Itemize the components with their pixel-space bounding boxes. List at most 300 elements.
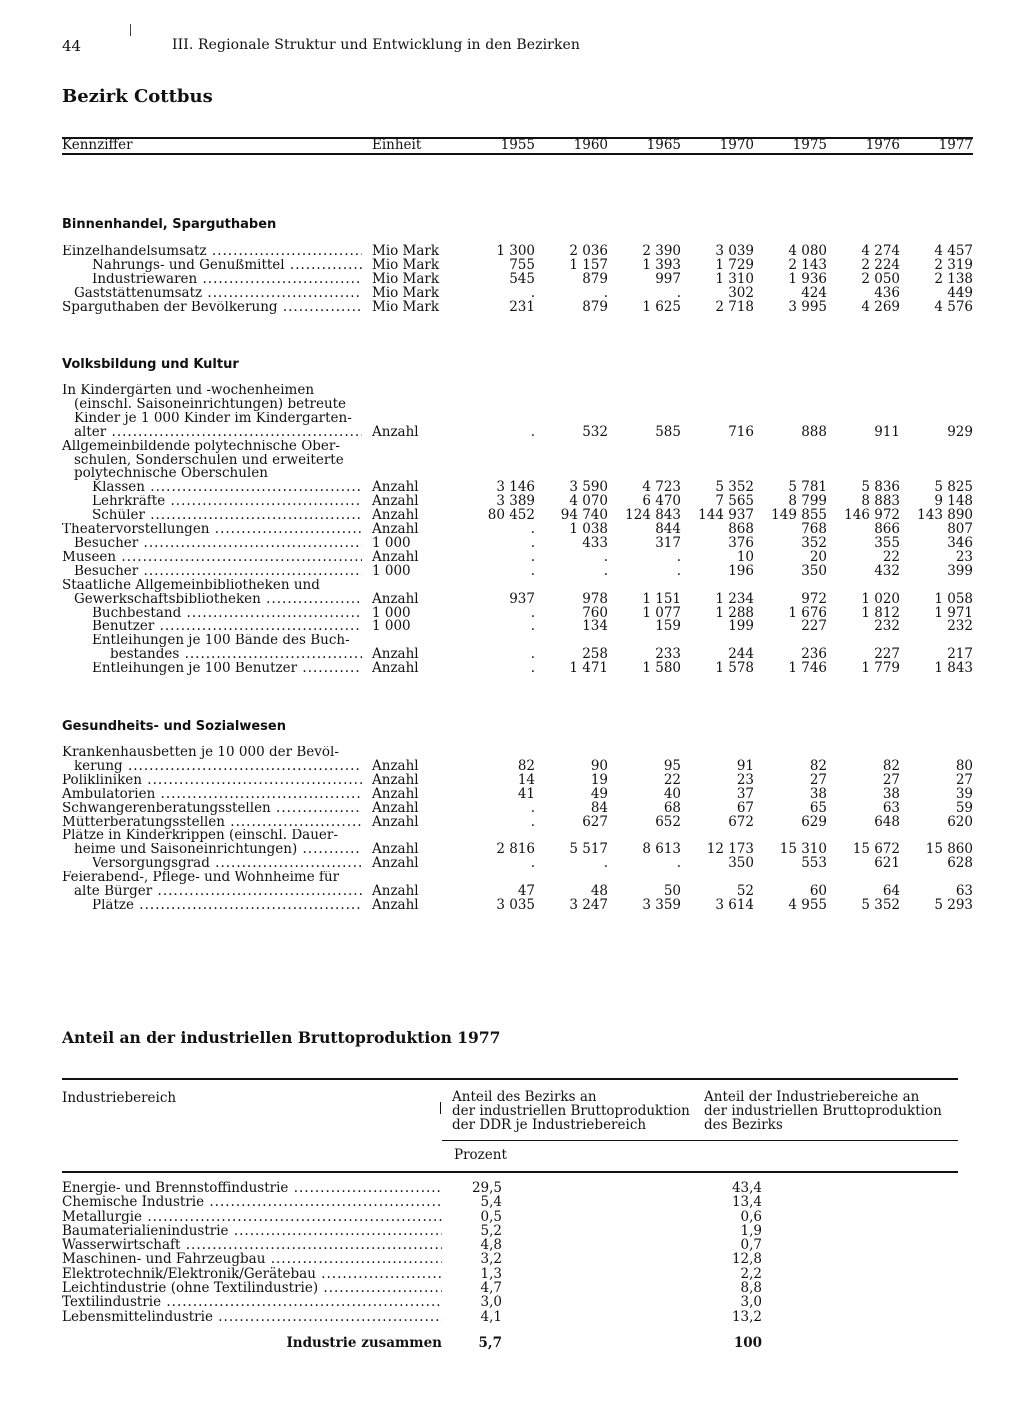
row-value: 236 (801, 646, 827, 663)
row-value: 1 843 (934, 660, 973, 677)
row-value (462, 384, 535, 398)
row-value: 929 (947, 423, 973, 440)
column-divider (440, 1102, 441, 1114)
row-value: 82 (809, 757, 827, 774)
row-label: Entleihungen je 100 Bände des Buch- (92, 634, 350, 649)
row-value: 432 (874, 562, 900, 579)
row-value: 227 (874, 646, 900, 663)
row-value: 868 (728, 521, 754, 538)
row-label: Gaststättenumsatz ..... (62, 287, 362, 301)
row-label: Staatliche Allgemeinbibliotheken und (62, 578, 320, 593)
total-row (62, 1324, 762, 1350)
row-value: 0,7 (740, 1237, 762, 1254)
header-year: 1965 (646, 137, 681, 153)
row-value (608, 454, 681, 468)
table-row (62, 551, 973, 565)
row-value: 10 (736, 548, 754, 565)
row-value: 585 (655, 423, 681, 440)
row-value: 5 517 (569, 841, 608, 858)
row-value: 5 352 (715, 479, 754, 496)
row-value: 15 860 (925, 841, 973, 858)
row-value: 350 (801, 562, 827, 579)
row-value: 1 058 (934, 590, 973, 607)
table-row (62, 662, 973, 676)
row-label: heime und Saisoneinrichtungen) ..... (62, 843, 362, 857)
row-value: . (676, 855, 681, 872)
row-value: 13,2 (731, 1308, 762, 1325)
row-label: Lehrkräfte ..... (62, 495, 362, 509)
row-value: 5 293 (934, 896, 973, 913)
row-value (535, 454, 608, 468)
row-value: 4 269 (861, 298, 900, 315)
row-unit: Anzahl (372, 548, 419, 565)
row-value: . (603, 855, 608, 872)
row-unit: Anzahl (372, 423, 419, 440)
row-value: . (676, 548, 681, 565)
row-value: 1 625 (642, 298, 681, 315)
row-label: Theatervorstellungen ..... (62, 523, 362, 537)
row-value: 1 779 (861, 660, 900, 677)
row-value: 1 157 (569, 256, 608, 273)
row-value: 27 (809, 771, 827, 788)
row-label: Versorgungsgrad ..... (62, 857, 362, 871)
row-value: 146 972 (844, 507, 900, 524)
row-value (900, 454, 973, 468)
row-label: Museen ..... (62, 551, 362, 565)
row-value: . (676, 284, 681, 301)
table-row (62, 1238, 762, 1252)
row-unit: Mio Mark (372, 270, 440, 287)
row-value: 1 151 (642, 590, 681, 607)
row-label: kerung ..... (62, 760, 362, 774)
row-value: 8 883 (861, 493, 900, 510)
row-value: 352 (801, 534, 827, 551)
row-label: Benutzer ..... (62, 620, 362, 634)
row-value: 12 173 (706, 841, 754, 858)
row-value: 67 (736, 799, 754, 816)
row-value: 2 143 (788, 256, 827, 273)
row-value: 23 (736, 771, 754, 788)
row-value: 1 288 (715, 604, 754, 621)
row-value: 159 (655, 618, 681, 635)
row-label: (einschl. Saisoneinrichtungen) betreute (74, 397, 347, 412)
row-value: 716 (728, 423, 754, 440)
row-value (681, 398, 754, 412)
table-row (62, 301, 973, 315)
row-value (827, 440, 900, 454)
row-value: 3 995 (788, 298, 827, 315)
row-value (462, 412, 535, 426)
row-value (462, 454, 535, 468)
row-label: Besucher ..... (62, 565, 362, 579)
row-value (827, 454, 900, 468)
row-label: Chemische Industrie ..... (62, 1195, 442, 1209)
table-row (62, 607, 973, 621)
table2-title: Anteil an der industriellen Bruttoproduktion 1977 (62, 1028, 501, 1047)
row-value: 2 224 (861, 256, 900, 273)
row-label: Entleihungen je 100 Benutzer ..... (62, 662, 362, 676)
row-value: 628 (947, 855, 973, 872)
row-value: . (530, 618, 535, 635)
table-row (62, 537, 973, 551)
row-label: Wasserwirtschaft ..... (62, 1238, 442, 1252)
row-value: 47 (517, 883, 535, 900)
row-value: . (530, 813, 535, 830)
row-value: 91 (736, 757, 754, 774)
row-value: 3 359 (642, 896, 681, 913)
table-row (62, 1252, 762, 1266)
row-value: 64 (882, 883, 900, 900)
row-unit: Mio Mark (372, 256, 440, 273)
section-title: Binnenhandel, Sparguthaben (62, 217, 277, 232)
row-value: 63 (955, 883, 973, 900)
row-value: . (530, 284, 535, 301)
row-value: 20 (809, 548, 827, 565)
row-value: 3 389 (496, 493, 535, 510)
row-value: 532 (582, 423, 608, 440)
row-value: 80 452 (487, 507, 535, 524)
row-value: 3 039 (715, 243, 754, 259)
table-row (62, 426, 973, 440)
row-value: 217 (947, 646, 973, 663)
row-value: 888 (801, 423, 827, 440)
row-value: 350 (728, 855, 754, 872)
row-unit: Anzahl (372, 883, 419, 900)
row-label: alte Bürger ..... (62, 885, 362, 899)
row-value: 144 937 (698, 507, 754, 524)
row-value: 0,6 (740, 1208, 762, 1225)
row-unit: Anzahl (372, 646, 419, 663)
table-row (62, 788, 973, 802)
row-value: 1 580 (642, 660, 681, 677)
row-value: 23 (955, 548, 973, 565)
row-label: schulen, Sonderschulen und erweiterte (74, 453, 344, 468)
row-value: 1 234 (715, 590, 754, 607)
row-value: 1 020 (861, 590, 900, 607)
row-value: 15 672 (852, 841, 900, 858)
row-value: 317 (655, 534, 681, 551)
row-value: 1 077 (642, 604, 681, 621)
row-value: 4,1 (480, 1308, 502, 1325)
row-value: 15 310 (779, 841, 827, 858)
header-year: 1977 (938, 137, 973, 153)
row-value: 4,8 (480, 1237, 502, 1254)
row-value (535, 398, 608, 412)
row-value: 768 (801, 521, 827, 538)
row-value: 672 (728, 813, 754, 830)
row-unit: Anzahl (372, 771, 419, 788)
row-value (535, 440, 608, 454)
row-value (754, 454, 827, 468)
row-value: 4 576 (934, 298, 973, 315)
row-value: 937 (509, 590, 535, 607)
row-value: 233 (655, 646, 681, 663)
row-value: 1 393 (642, 256, 681, 273)
row-value: 38 (809, 785, 827, 802)
row-value: 4 723 (642, 479, 681, 496)
row-value: . (603, 284, 608, 301)
row-unit: Mio Mark (372, 284, 440, 301)
row-label: Polikliniken ..... (62, 774, 362, 788)
total-value: 100 (733, 1334, 762, 1351)
row-value: 866 (874, 521, 900, 538)
row-unit: 1 000 (372, 562, 411, 579)
row-value: . (530, 646, 535, 663)
table-row (62, 523, 973, 537)
row-label: Plätze ..... (62, 899, 362, 913)
row-value: 8 799 (788, 493, 827, 510)
row-value: 43,4 (731, 1180, 762, 1196)
row-value: 2 816 (496, 841, 535, 858)
row-value: 5 781 (788, 479, 827, 496)
row-value: 997 (655, 270, 681, 287)
table-row (62, 412, 973, 426)
row-value: 2,2 (740, 1265, 762, 1282)
row-value (681, 440, 754, 454)
row-value: 232 (947, 618, 973, 635)
row-label: Nahrungs- und Genußmittel ..... (62, 259, 362, 273)
row-value: 6 470 (642, 493, 681, 510)
header-kennziffer: Kennziffer (62, 137, 133, 153)
row-unit: Anzahl (372, 785, 419, 802)
row-label: Textilindustrie ..... (62, 1295, 442, 1309)
row-value: 244 (728, 646, 754, 663)
row-unit (362, 454, 462, 468)
row-value: 199 (728, 618, 754, 635)
row-label: Energie- und Brennstoffindustrie ..... (62, 1181, 442, 1195)
row-label: Besucher ..... (62, 537, 362, 551)
row-value: 22 (663, 771, 681, 788)
row-value (827, 384, 900, 398)
row-label: Buchbestand ..... (62, 607, 362, 621)
row-value: 7 565 (715, 493, 754, 510)
row-label: polytechnische Oberschulen (74, 467, 268, 482)
row-value: 124 843 (625, 507, 681, 524)
section-table (62, 245, 973, 315)
row-value: 68 (663, 799, 681, 816)
row-label: Schüler ..... (62, 509, 362, 523)
row-value (608, 384, 681, 398)
row-value: 436 (874, 284, 900, 301)
row-value: 433 (582, 534, 608, 551)
row-value: 2 718 (715, 298, 754, 315)
row-value (462, 398, 535, 412)
row-value (900, 398, 973, 412)
row-value: . (530, 423, 535, 440)
row-value: 648 (874, 813, 900, 830)
table-row (62, 509, 973, 523)
row-value: . (603, 548, 608, 565)
row-value: . (530, 562, 535, 579)
row-value: 258 (582, 646, 608, 663)
row-unit: Anzahl (372, 493, 419, 510)
row-label: Allgemeinbildende polytechnische Ober- (62, 439, 340, 454)
row-value: 29,5 (471, 1180, 502, 1196)
row-label: Metallurgie ..... (62, 1210, 442, 1224)
row-label: Klassen ..... (62, 481, 362, 495)
row-value: 978 (582, 590, 608, 607)
row-value: 232 (874, 618, 900, 635)
row-value: 4,7 (480, 1280, 502, 1297)
row-label: Kinder je 1 000 Kinder im Kindergarten- (74, 411, 352, 426)
running-title: III. Regionale Struktur und Entwicklung in den Bezirken (172, 37, 581, 53)
row-value: 5,2 (480, 1222, 502, 1239)
row-value: 3,2 (480, 1251, 502, 1268)
row-value: 38 (882, 785, 900, 802)
table-row (62, 1195, 762, 1209)
row-value: 227 (801, 618, 827, 635)
row-value: 4 080 (788, 243, 827, 259)
table-row (62, 802, 973, 816)
row-value: 94 740 (560, 507, 608, 524)
table-row (62, 1210, 762, 1224)
row-value: 63 (882, 799, 900, 816)
row-unit: Anzahl (372, 507, 419, 524)
row-value: 3 247 (569, 896, 608, 913)
row-value: 41 (517, 785, 535, 802)
row-value: 82 (882, 757, 900, 774)
table-row (62, 384, 973, 398)
row-value (535, 384, 608, 398)
table2-rows (62, 1181, 762, 1350)
row-label: Krankenhausbetten je 10 000 der Bevöl- (62, 746, 339, 760)
row-value (900, 384, 973, 398)
row-value: 621 (874, 855, 900, 872)
row-value: 90 (590, 757, 608, 774)
row-value: 5,4 (480, 1194, 502, 1211)
table2-col2-header: Anteil des Bezirks an der industriellen Bruttoproduktion der DDR je Industriebereich (452, 1089, 690, 1133)
row-value: . (530, 548, 535, 565)
row-value: 4 955 (788, 896, 827, 913)
table1-header (62, 137, 973, 155)
table-row (62, 1295, 762, 1309)
total-value: 5,7 (478, 1334, 502, 1351)
row-value: . (530, 660, 535, 677)
row-label: Mütterberatungsstellen ..... (62, 816, 362, 830)
row-value: 1 300 (496, 243, 535, 259)
row-value: 629 (801, 813, 827, 830)
row-value: 1 936 (788, 270, 827, 287)
header-year: 1960 (573, 137, 608, 153)
row-value: 399 (947, 562, 973, 579)
row-value: 48 (590, 883, 608, 900)
table2 (62, 1078, 958, 1350)
row-value: 19 (590, 771, 608, 788)
row-value (754, 440, 827, 454)
table2-col1-header: Industriebereich (62, 1090, 177, 1106)
row-value: 13,4 (731, 1194, 762, 1211)
row-value: 553 (801, 855, 827, 872)
table-row (62, 634, 973, 648)
row-value: 652 (655, 813, 681, 830)
table-row (62, 620, 973, 634)
row-value: 3 590 (569, 479, 608, 496)
row-value: 3 146 (496, 479, 535, 496)
row-label: Elektrotechnik/Elektronik/Gerätebau ..... (62, 1267, 442, 1281)
row-value: 4 457 (934, 243, 973, 259)
row-value: . (676, 562, 681, 579)
row-value: 80 (955, 757, 973, 774)
row-value: 149 855 (771, 507, 827, 524)
row-value: 3 614 (715, 896, 754, 913)
table-row (62, 1310, 762, 1324)
row-unit: Anzahl (372, 479, 419, 496)
row-unit: Mio Mark (372, 243, 440, 259)
header-einheit: Einheit (372, 137, 422, 153)
row-value: 39 (955, 785, 973, 802)
header-year: 1976 (865, 137, 900, 153)
table-row (62, 454, 973, 468)
row-value: 807 (947, 521, 973, 538)
table-row (62, 1181, 762, 1195)
row-value: 9 148 (934, 493, 973, 510)
row-value: 59 (955, 799, 973, 816)
row-label: Gewerkschaftsbibliotheken ..... (62, 593, 362, 607)
row-value: 424 (801, 284, 827, 301)
row-value: 627 (582, 813, 608, 830)
total-label: Industrie zusammen (286, 1334, 442, 1350)
row-label: Ambulatorien ..... (62, 788, 362, 802)
row-label: In Kindergärten und -wochenheimen (62, 384, 315, 398)
row-unit: Anzahl (372, 855, 419, 872)
table2-unit-header: Prozent (454, 1147, 507, 1163)
table-row (62, 565, 973, 579)
row-value: 2 138 (934, 270, 973, 287)
row-value: 8 613 (642, 841, 681, 858)
row-value: . (530, 799, 535, 816)
row-label: Plätze in Kinderkrippen (einschl. Dauer- (62, 829, 338, 844)
row-unit (362, 398, 462, 412)
table-row (62, 593, 973, 607)
row-value: 231 (509, 298, 535, 315)
row-value: 620 (947, 813, 973, 830)
row-label: Lebensmittelindustrie ..... (62, 1310, 442, 1324)
row-value: 2 036 (569, 243, 608, 259)
row-value: 134 (582, 618, 608, 635)
row-value: 302 (728, 284, 754, 301)
table-row (62, 1267, 762, 1281)
row-value: 2 319 (934, 256, 973, 273)
row-value: 760 (582, 604, 608, 621)
table-row (62, 398, 973, 412)
row-label: bestandes ..... (62, 648, 362, 662)
row-value: 95 (663, 757, 681, 774)
row-value (462, 440, 535, 454)
row-value: 1 038 (569, 521, 608, 538)
row-label: Feierabend-, Pflege- und Wohnheime für (62, 871, 340, 886)
row-value: 82 (517, 757, 535, 774)
row-value: 879 (582, 298, 608, 315)
row-value: 5 825 (934, 479, 973, 496)
row-value: 196 (728, 562, 754, 579)
row-value: 3 035 (496, 896, 535, 913)
row-label: Schwangerenberatungsstellen ..... (62, 802, 362, 816)
table-row (62, 816, 973, 830)
table-row (62, 1281, 762, 1295)
row-unit: Anzahl (372, 813, 419, 830)
row-value: 60 (809, 883, 827, 900)
row-unit: Anzahl (372, 757, 419, 774)
header-year: 1955 (500, 137, 535, 153)
row-value (754, 384, 827, 398)
table-row (62, 440, 973, 454)
row-value: 5 836 (861, 479, 900, 496)
row-label: Baumaterialienindustrie ..... (62, 1224, 442, 1238)
row-value (681, 384, 754, 398)
table-row (62, 648, 973, 662)
row-label: Einzelhandelsumsatz ..... (62, 245, 362, 259)
header-year: 1975 (792, 137, 827, 153)
